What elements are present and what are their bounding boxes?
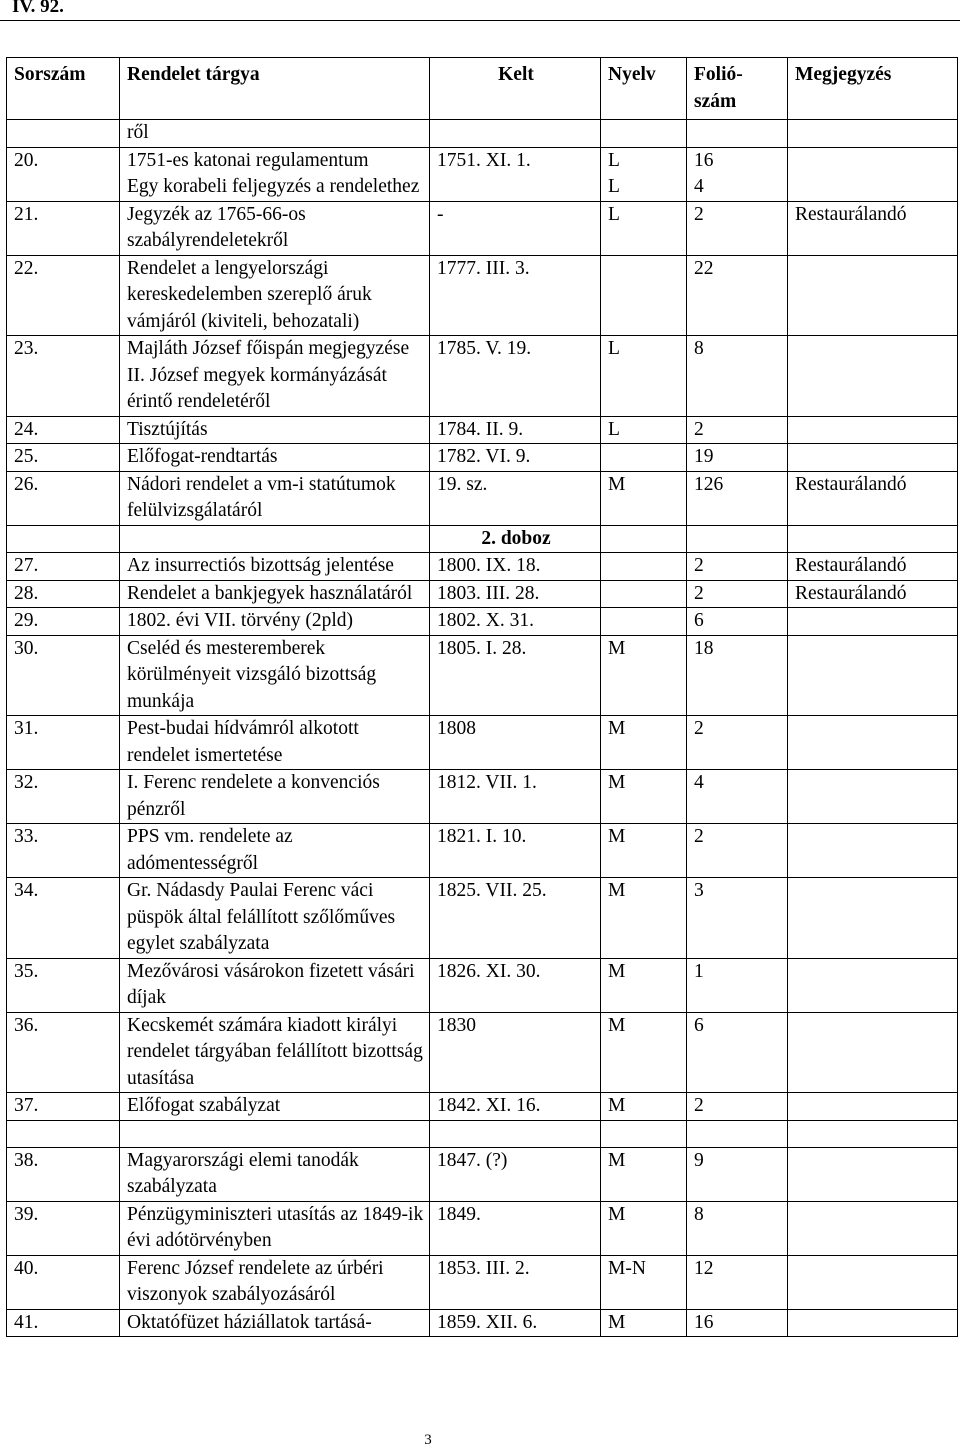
cell-targy: Előfogat-rendtartás (120, 444, 430, 472)
cell-kelt: 1842. XI. 16. (430, 1093, 601, 1121)
cell-megjegyzes: Restaurálandó (788, 471, 958, 525)
table-row (7, 608, 958, 636)
cell-folio: 3 (687, 878, 788, 959)
cell-sorszam (7, 525, 120, 553)
cell-megjegyzes: Restaurálandó (788, 553, 958, 581)
cell-nyelv: M (601, 824, 687, 878)
cell-targy (120, 525, 430, 553)
cell-sorszam: 25. (7, 444, 120, 472)
col-header-nyelv: Nyelv (601, 58, 687, 120)
table-row (7, 716, 958, 770)
cell-nyelv: M (601, 635, 687, 716)
cell-folio: 12 (687, 1255, 788, 1309)
cell-kelt: 1751. XI. 1. (430, 147, 601, 174)
table-row (7, 1201, 958, 1255)
cell-nyelv (601, 444, 687, 472)
col-header-kelt: Kelt (430, 58, 601, 120)
cell-folio: 2 (687, 580, 788, 608)
cell-kelt: 1800. IX. 18. (430, 553, 601, 581)
cell-sorszam: 29. (7, 608, 120, 636)
table-spacer-row (7, 1120, 958, 1147)
cell-targy: Előfogat szabályzat (120, 1093, 430, 1121)
cell-kelt: - (430, 201, 601, 255)
table-body (7, 120, 958, 1337)
table-row (7, 1309, 958, 1337)
cell-kelt: 1825. VII. 25. (430, 878, 601, 959)
cell-folio: 126 (687, 471, 788, 525)
cell-kelt: 1803. III. 28. (430, 580, 601, 608)
cell-folio: 19 (687, 444, 788, 472)
cell-folio: 6 (687, 1012, 788, 1093)
cell-megjegyzes: Restaurálandó (788, 580, 958, 608)
cell-kelt: 2. doboz (430, 525, 601, 553)
cell-sorszam: 39. (7, 1201, 120, 1255)
cell-megjegyzes (788, 1201, 958, 1255)
cell-nyelv (601, 608, 687, 636)
cell-nyelv (601, 525, 687, 553)
cell-megjegyzes (788, 716, 958, 770)
cell-sorszam: 24. (7, 416, 120, 444)
col-header-targy: Rendelet tárgya (120, 58, 430, 120)
cell-kelt: 1812. VII. 1. (430, 770, 601, 824)
cell-kelt: 1784. II. 9. (430, 416, 601, 444)
cell-sorszam: 33. (7, 824, 120, 878)
cell-megjegyzes (788, 1093, 958, 1121)
cell-targy: Rendelet a lengyelországi kereskedelemben szereplő áruk vámjáról (kiviteli, behozatali) (120, 255, 430, 336)
cell-sorszam: 27. (7, 553, 120, 581)
cell-targy: Majláth József főispán megjegyzése II. József megyek kormányázását érintő rendeletéről (120, 336, 430, 417)
cell-kelt (430, 174, 601, 201)
cell-targy: Jegyzék az 1765-66-os szabályrendeletekről (120, 201, 430, 255)
cell-folio: 16 (687, 1309, 788, 1337)
cell-kelt: 1802. X. 31. (430, 608, 601, 636)
cell-targy: Rendelet a bankjegyek használatáról (120, 580, 430, 608)
table-row (7, 580, 958, 608)
cell-folio: 2 (687, 201, 788, 255)
cell-nyelv (601, 255, 687, 336)
cell-nyelv: M (601, 1201, 687, 1255)
cell-folio: 22 (687, 255, 788, 336)
cell-folio: 2 (687, 824, 788, 878)
cell-nyelv: L (601, 174, 687, 201)
cell-targy: PPS vm. rendelete az adómentességről (120, 824, 430, 878)
cell-targy: 1751-es katonai regulamentum (120, 147, 430, 174)
cell-megjegyzes (788, 120, 958, 148)
cell-kelt: 1821. I. 10. (430, 824, 601, 878)
cell-sorszam: 22. (7, 255, 120, 336)
cell-kelt: 19. sz. (430, 471, 601, 525)
cell-megjegyzes (788, 824, 958, 878)
cell-sorszam: 37. (7, 1093, 120, 1121)
table-row (7, 553, 958, 581)
cell-folio: 8 (687, 1201, 788, 1255)
cell-folio: 18 (687, 635, 788, 716)
cell-targy: ről (120, 120, 430, 148)
cell-nyelv: M (601, 1147, 687, 1201)
cell-folio: 9 (687, 1147, 788, 1201)
cell-sorszam: 26. (7, 471, 120, 525)
table-row (7, 416, 958, 444)
cell-folio: 8 (687, 336, 788, 417)
cell-sorszam: 23. (7, 336, 120, 417)
cell-sorszam: 38. (7, 1147, 120, 1201)
cell-nyelv: L (601, 336, 687, 417)
table-row (7, 525, 958, 553)
table-row (7, 255, 958, 336)
cell-sorszam (7, 174, 120, 201)
cell-sorszam: 20. (7, 147, 120, 174)
header-rule (0, 20, 960, 21)
cell-megjegyzes (788, 770, 958, 824)
cell-folio: 2 (687, 416, 788, 444)
col-header-megjegyzes: Megjegyzés (788, 58, 958, 120)
cell-kelt: 1830 (430, 1012, 601, 1093)
cell-megjegyzes (788, 635, 958, 716)
cell-sorszam: 28. (7, 580, 120, 608)
cell-sorszam: 34. (7, 878, 120, 959)
table-row (7, 878, 958, 959)
table-row (7, 1012, 958, 1093)
cell-kelt: 1853. III. 2. (430, 1255, 601, 1309)
cell-sorszam: 41. (7, 1309, 120, 1337)
cell-kelt: 1808 (430, 716, 601, 770)
cell-targy: Tisztújítás (120, 416, 430, 444)
table-row (7, 336, 958, 417)
cell-megjegyzes (788, 336, 958, 417)
cell-targy: I. Ferenc rendelete a konvenciós pénzről (120, 770, 430, 824)
table-row (7, 444, 958, 472)
cell-kelt: 1859. XII. 6. (430, 1309, 601, 1337)
cell-megjegyzes (788, 958, 958, 1012)
cell-megjegyzes (788, 255, 958, 336)
table-row (7, 635, 958, 716)
table-row (7, 147, 958, 174)
col-header-folio: Folió-szám (687, 58, 788, 120)
cell-megjegyzes (788, 174, 958, 201)
cell-targy: 1802. évi VII. törvény (2pld) (120, 608, 430, 636)
cell-kelt: 1826. XI. 30. (430, 958, 601, 1012)
cell-sorszam: 35. (7, 958, 120, 1012)
cell-megjegyzes (788, 1309, 958, 1337)
cell-targy: Pénzügyminiszteri utasítás az 1849-ik évi adótörvényben (120, 1201, 430, 1255)
cell-targy: Egy korabeli feljegyzés a rendelethez (120, 174, 430, 201)
table-row (7, 120, 958, 148)
cell-nyelv: M-N (601, 1255, 687, 1309)
cell-megjegyzes: Restaurálandó (788, 201, 958, 255)
cell-nyelv: M (601, 958, 687, 1012)
cell-megjegyzes (788, 525, 958, 553)
cell-nyelv: M (601, 1093, 687, 1121)
cell-folio: 4 (687, 770, 788, 824)
cell-nyelv: M (601, 1309, 687, 1337)
cell-targy: Az insurrectiós bizottság jelentése (120, 553, 430, 581)
cell-kelt: 1785. V. 19. (430, 336, 601, 417)
cell-nyelv: M (601, 716, 687, 770)
cell-nyelv: M (601, 878, 687, 959)
cell-targy: Nádori rendelet a vm-i statútumok felülvizsgálatáról (120, 471, 430, 525)
table-row (7, 201, 958, 255)
page-number: 3 (424, 1432, 432, 1448)
table-row (7, 770, 958, 824)
cell-sorszam: 21. (7, 201, 120, 255)
cell-megjegyzes (788, 878, 958, 959)
cell-nyelv: M (601, 770, 687, 824)
cell-folio: 2 (687, 1093, 788, 1121)
cell-megjegyzes (788, 444, 958, 472)
table-row (7, 1093, 958, 1121)
cell-folio: 1 (687, 958, 788, 1012)
page-heading: IV. 92. (12, 0, 64, 17)
cell-sorszam (7, 120, 120, 148)
cell-kelt: 1849. (430, 1201, 601, 1255)
cell-folio (687, 120, 788, 148)
cell-targy: Magyarországi elemi tanodák szabályzata (120, 1147, 430, 1201)
cell-folio: 2 (687, 553, 788, 581)
cell-folio: 6 (687, 608, 788, 636)
table-row (7, 958, 958, 1012)
cell-megjegyzes (788, 147, 958, 174)
cell-kelt: 1782. VI. 9. (430, 444, 601, 472)
cell-folio: 2 (687, 716, 788, 770)
cell-kelt (430, 120, 601, 148)
cell-nyelv: L (601, 147, 687, 174)
cell-kelt: 1777. III. 3. (430, 255, 601, 336)
cell-megjegyzes (788, 1147, 958, 1201)
cell-sorszam: 32. (7, 770, 120, 824)
cell-kelt: 1805. I. 28. (430, 635, 601, 716)
cell-sorszam: 40. (7, 1255, 120, 1309)
table-header-row (7, 58, 958, 120)
table-row (7, 174, 958, 201)
table-row (7, 471, 958, 525)
cell-targy: Cseléd és mesteremberek körülményeit vizsgáló bizottság munkája (120, 635, 430, 716)
table-row (7, 1255, 958, 1309)
cell-megjegyzes (788, 1255, 958, 1309)
cell-targy: Oktatófüzet háziállatok tartásá- (120, 1309, 430, 1337)
cell-targy: Mezővárosi vásárokon fizetett vásári díjak (120, 958, 430, 1012)
cell-kelt: 1847. (?) (430, 1147, 601, 1201)
cell-nyelv (601, 553, 687, 581)
table-row (7, 824, 958, 878)
cell-folio: 4 (687, 174, 788, 201)
cell-nyelv (601, 580, 687, 608)
cell-nyelv: L (601, 416, 687, 444)
cell-folio: 16 (687, 147, 788, 174)
cell-folio (687, 525, 788, 553)
cell-sorszam: 30. (7, 635, 120, 716)
cell-sorszam: 31. (7, 716, 120, 770)
col-header-sorszam: Sorszám (7, 58, 120, 120)
cell-megjegyzes (788, 416, 958, 444)
cell-nyelv (601, 120, 687, 148)
cell-targy: Ferenc József rendelete az úrbéri viszonyok szabályozásáról (120, 1255, 430, 1309)
cell-nyelv: M (601, 471, 687, 525)
cell-targy: Gr. Nádasdy Paulai Ferenc váci püspök által felállított szőlőműves egylet szabályzata (120, 878, 430, 959)
rendelet-table (6, 57, 958, 1337)
cell-targy: Pest-budai hídvámról alkotott rendelet ismertetése (120, 716, 430, 770)
cell-megjegyzes (788, 1012, 958, 1093)
cell-nyelv: L (601, 201, 687, 255)
cell-sorszam: 36. (7, 1012, 120, 1093)
cell-targy: Kecskemét számára kiadott királyi rendelet tárgyában felállított bizottság utasítása (120, 1012, 430, 1093)
cell-megjegyzes (788, 608, 958, 636)
cell-nyelv: M (601, 1012, 687, 1093)
table-row (7, 1147, 958, 1201)
